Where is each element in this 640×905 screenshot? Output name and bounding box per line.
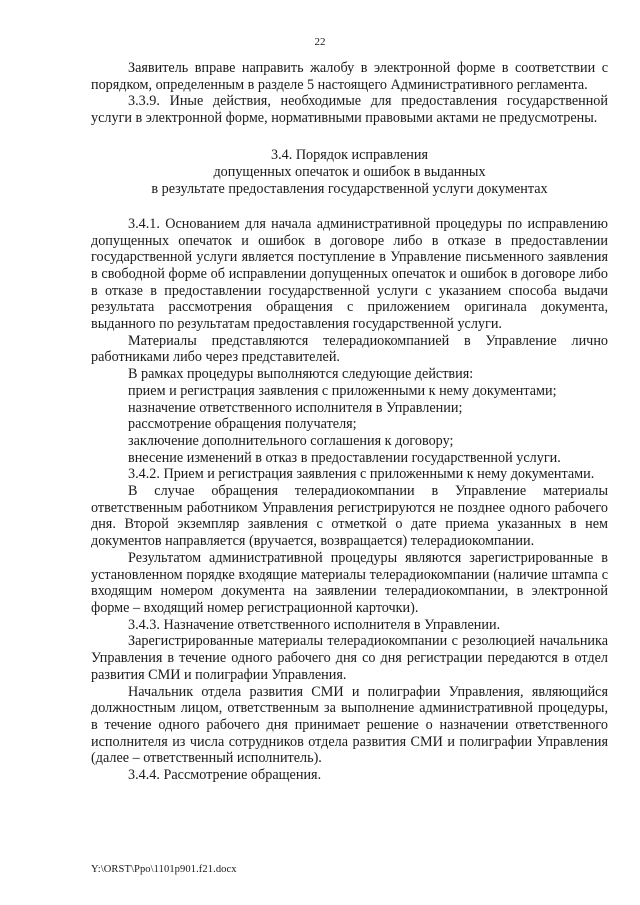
- paragraph: 3.4.4. Рассмотрение обращения.: [128, 767, 322, 784]
- list-item: заключение дополнительного соглашения к договору;: [128, 432, 454, 449]
- paragraph: 3.4.2. Прием и регистрация заявления с приложенными к нему документами.: [128, 466, 595, 483]
- heading-line: допущенных опечаток и ошибок в выданных: [213, 163, 486, 180]
- document-body: [91, 60, 608, 784]
- list-item: назначение ответственного исполнителя в Управлении;: [128, 399, 463, 416]
- paragraph: Заявитель вправе направить жалобу в электронной форме в соответствии с порядком, определенным в разделе 5 настоящего Административного регламента.: [91, 60, 608, 93]
- paragraph: В случае обращения телерадиокомпании в Управление материалы ответственным работником Управления регистрируются не позднее одного рабочего дня. Второй экземпляр заявления с отметкой о дате приема указанных в нем документов направляется (вручается, возвращается) телерадиокомпании.: [91, 483, 608, 550]
- page-number: 22: [314, 36, 326, 48]
- heading-line: 3.4. Порядок исправления: [270, 146, 428, 163]
- list-item: внесение изменений в отказ в предоставлении государственной услуги.: [128, 449, 561, 466]
- paragraph: Начальник отдела развития СМИ и полиграфии Управления, являющийся должностным лицом, ответственным за выполнение административной процедуры, в течение одного рабочего дня принимает решение о назначении ответственного исполнителя из числа сотрудников отдела развития СМИ и полиграфии Управления (далее – ответственный исполнитель).: [91, 683, 608, 767]
- heading-line: в результате предоставления государственной услуги документах: [151, 180, 548, 197]
- paragraph: В рамках процедуры выполняются следующие действия:: [128, 366, 474, 383]
- section-heading: [91, 147, 608, 198]
- paragraph: 3.4.1. Основанием для начала административной процедуры по исправлению допущенных опечаток и ошибок в договоре либо в отказе в предоставлении государственной услуги является поступление в Управление письменного заявления в свободной форме об исправлении допущенных опечаток и ошибок в договоре либо в отказе в предоставлении государственной услуги с указанием способа выдачи результата рассмотрения обращения с приложением оригинала документа, выданного по результатам предоставления государственной услуги.: [91, 215, 608, 333]
- paragraph: Зарегистрированные материалы телерадиокомпании с резолюцией начальника Управления в течение одного рабочего дня со дня регистрации передаются в отдел развития СМИ и полиграфии Управления.: [91, 633, 608, 683]
- paragraph: 3.3.9. Иные действия, необходимые для предоставления государственной услуги в электронной форме, нормативными правовыми актами не предусмотрены.: [91, 93, 608, 127]
- list-item: рассмотрение обращения получателя;: [128, 416, 357, 433]
- paragraph: Материалы представляются телерадиокомпанией в Управление лично работниками либо через представителей.: [91, 332, 608, 366]
- list-item: прием и регистрация заявления с приложенными к нему документами;: [128, 382, 557, 399]
- paragraph: Результатом административной процедуры являются зарегистрированные в установленном порядке входящие материалы телерадиокомпании (наличие штампа с входящим номером документа на заявлении телерадиокомпании, в электронной форме – входящий номер регистрационной карточки).: [91, 549, 608, 616]
- paragraph: 3.4.3. Назначение ответственного исполнителя в Управлении.: [128, 616, 501, 633]
- footer-file-path: Y:\ORST\Ppo\1101p901.f21.docx: [91, 864, 237, 875]
